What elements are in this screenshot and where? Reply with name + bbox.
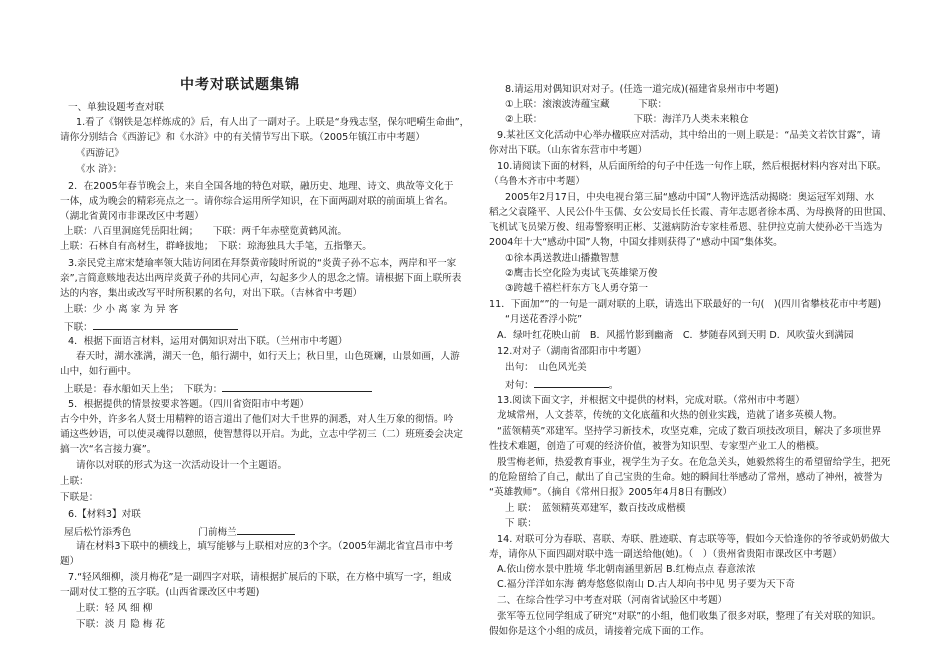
question-10-text-2: 稻之父袁隆平、人民公仆牛玉儒、女公安局长任长霞、青年志愿者徐本禹、为母换肾的田世国、 [489,207,892,218]
question-12-upper: 出句： 山色风光美 [505,362,587,373]
question-10-option-2: ②鹰击长空化险为夷试飞英雄梁万俊 [505,268,658,279]
question-1-text: 请你分别结合《西游记》和《水浒》中的有关情节写出下联。（2005年镇江市中考题） [60,132,425,143]
answer-blank[interactable] [93,319,238,330]
couplet-2a: 上联：八百里洞庭凭岳阳壮阔； 下联：两千年赤壁览黄鹤风流。 [64,226,348,237]
question-4-text: 春天时，湖水涨满，湖天一色，船行湖中，如行天上；秋日里，山色斑斓，山景如画，人游 [76,351,460,362]
question-3-text: 亲”,言简意赅地表达出两岸炎黄子孙的共同心声，勾起多少人的思念之情。请根据下面上联所表 [60,273,462,284]
answer-blank[interactable] [237,524,295,535]
question-14-options-cd: C.福分洋洋如东海 鹤寿悠悠似南山 D.古人却向书中见 男子要为天下奇 [497,579,795,590]
answer-blank[interactable] [534,377,609,388]
question-6: 6.【材料3】对联 [68,509,141,520]
question-11-upper: “月送花香浮小院” [505,314,583,325]
question-13: 13.阅读下面文字，并根据文中提供的材料，完成对联。（常州市中考题） [497,395,805,406]
question-10-option-3: ③跨越千禧栏杆东方飞人勇夺第一 [505,283,648,294]
question-10-text-4: 2004年十大“感动中国”人物，中国女排则获得了“感动中国”集体奖。 [489,237,783,248]
question-14-text: 寿，请你从下面四副对联中选一副送给他(她)。（ ）（贵州省贵阳市课改区中考题） [489,549,842,560]
question-8-option-2: ②上联： 下联：海洋乃人类未来粮仓 [505,114,749,125]
couplet-3-upper: 上联：少 小 离 家 为 异 客 [64,304,179,315]
couplet-5-upper: 上联： [60,476,89,487]
question-9: 9.某社区文化活动中心举办楹联应对活动，其中给出的一则上联是：“品美文若饮甘露”，请 [497,130,881,141]
section-2-text: 张军等五位同学组成了研究“对联”的小组，他们收集了很多对联，整理了有关对联的知识。 [497,611,882,622]
question-10-text: 2005年2月17日，中央电视台第三届“感动中国”人物评选活动揭晓：奥运冠军刘翔、水 [505,192,875,203]
question-10-text-3: 飞机试飞员梁万俊、纽毒警察明正彬、艾滋病防治专家桂希恩、驻伊拉克前大使孙必干当选为 [489,222,883,233]
question-1: 1.看了《钢铁是怎样炼成的》后，有人出了一副对子。上联是“身残志坚，保尔吧嗬生命曲”， [76,117,470,128]
question-13-text-4: 殷雪梅老师，热爱教育事业，视学生为子女。在危急关头，她毅然将生的希望留给学生，把死 [497,457,891,468]
section-2-text-2: 假如你是这个小组的成员，请接着完成下面的工作。 [489,626,710,637]
question-12-lower: 对句： 。 [505,377,618,392]
question-9-text: 你对出下联。（山东省东营市中考题） [489,145,648,156]
question-6-text: 请在材料3下联中的横线上，填写能够与上联相对应的3个字。（2005年湖北省宜昌市中考 [76,541,454,552]
couplet-3-lower: 下联： [64,319,238,334]
answer-blank[interactable] [222,381,372,392]
question-13-text: 龙城常州，人文荟萃，传统的文化底蕴和火热的创业实践，造就了诸多英模人物。 [497,410,843,421]
question-13-text-3: 性技术难题，创造了可观的经济价值，被誉为知识型、专家型产业工人的楷模。 [489,441,825,452]
question-5-text-3: 搞一次“名言接力赛”。 [60,444,157,455]
section-heading: 一、单独设题考查对联 [68,102,164,113]
question-13-lower: 下 联： [505,518,537,529]
couplet-2b: 上联：石林自有高材生，群峰拔地； 下联：琼海独具大手笔，五指擎天。 [60,241,372,252]
question-5-prompt: 请你以对联的形式为这一次活动设计一个主题语。 [76,460,288,471]
question-11-options: A．绿叶红花映山前 B．风摇竹影到幽斋 C．梦随春风到天明 D．风吹萤火到满园 [497,330,854,341]
question-14-options-ab: A.依山傍水景中胜境 华北朝南涵里新居 B.红梅点点 春意浓浓 [497,564,756,575]
question-8: 8.请运用对偶知识对对子。(任选一道完成)(福建省泉州市中考题) [505,84,779,95]
question-2-source: （湖北省黄冈市非课改区中考题） [60,211,204,222]
question-8-option-1: ①上联：滚滚波涛蕴宝藏 下联： [505,99,668,110]
question-7: 7.“轻风细柳，淡月梅花”是一副四字对联，请根据扩展后的下联，在方格中填写一字，组成 [68,572,452,583]
question-5-text: 古今中外，许多名人贤士用精粹的语言道出了他们对大千世界的洞悉，对人生万象的彻悟。吟 [60,414,454,425]
couplet-7-lower: 下联：淡 月 隐 梅 花 [76,619,165,630]
question-3-text-2: 达的内容，集出或改写平时所积累的名句，对出下联。（吉林省中考题） [60,288,363,299]
question-4-text-2: 山中，如行画中。 [60,366,137,377]
question-13-upper: 上 联： 蓝领精英邓建军，数百技改成楷模 [505,503,686,514]
document-title: 中考对联试题集锦 [180,77,300,93]
couplet-7-upper: 上联：轻 风 细 柳 [76,603,153,614]
question-5-text-2: 诵这些妙语，可以使灵魂得以憩照，使智慧得以开启。为此，立志中学初三（二）班班委会决定 [60,429,463,440]
answer-xiyouji: 《西游记》 [76,148,124,159]
question-14: 14. 对联可分为春联、喜联、寿联、胜迹联、育志联等等，假如今天恰逢你的爷爷或奶奶做大 [497,534,890,545]
question-13-text-2: “蓝领精英”邓建军。坚持学习新技术，攻坚克难，完成了数百项技改项目，解决了多项世界 [497,426,882,437]
question-2: 2．在2005年春节晚会上，来自全国各地的特色对联，融历史、地理、诗文、典故等文化于 [68,181,454,192]
question-6-text-2: 题） [60,556,80,567]
question-2-text: 一体，成为晚会的精彩亮点之一。请你综合运用所学知识，在下面两副对联的前面填上省名。 [60,196,454,207]
question-10-option-1: ①徐本禹送教进山播撒智慧 [505,253,620,264]
question-11: 11．下面加“”的一句是一副对联的上联，请选出下联最好的一句( )(四川省攀枝花市中考题) [489,299,882,310]
question-10: 10.请阅读下面的材料，从后面所给的句子中任选一句作上联，然后根据材料内容对出下联。 [497,161,887,172]
question-3: 3.亲民党主席宋楚瑜率领大陆访问团在拜祭黄帝陵时所说的“炎黄子孙不忘本，两岸和平一家 [68,258,457,269]
couplet-6: 屋后松竹添秀色 门前梅兰 [64,524,295,539]
couplet-4: 上联是：春水船如天上坐； 下联为： [64,381,372,396]
question-7-text: 一副对仗工整的五字联。(山西省课改区中考题) [60,587,260,598]
question-12: 12.对对子（湖南省邵阳市中考题） [497,346,647,357]
answer-shuihu: 《水 浒》： [76,164,123,175]
question-13-text-6: “英雄教师”。（摘自《常州日报》2005年4月8日有删改） [489,487,733,498]
question-10-source: （乌鲁木齐市中考题） [489,176,585,187]
question-5: 5．根据提供的情景按要求答题。（四川省资阳市中考题） [68,399,310,410]
question-4: 4．根据下面语言材料，运用对偶知识对出下联。（兰州市中考题） [68,336,348,347]
question-13-text-5: 的危险留给了自己，献出了自己宝贵的生命。她的瞬间壮举感动了常州，感动了神州，被誉为 [489,472,883,483]
section-2-heading: 二、在综合性学习中考查对联（河南省试验区中考题） [497,595,728,606]
couplet-5-lower: 下联是： [60,492,99,503]
